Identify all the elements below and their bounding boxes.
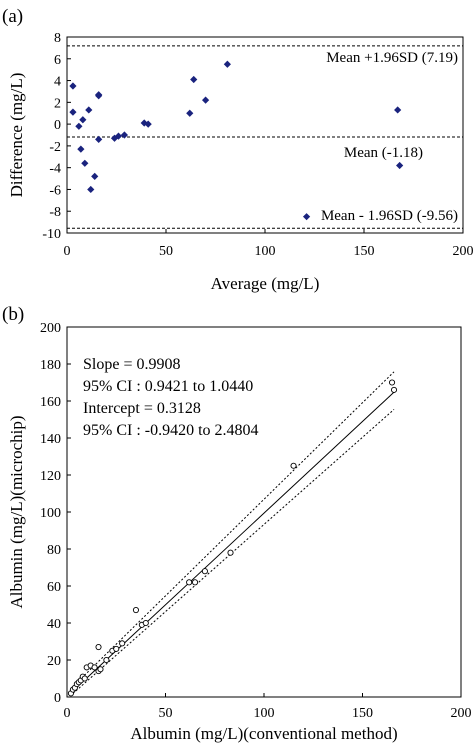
data-point-diamond [85,106,92,113]
data-point-circle [291,463,296,468]
y-tick-label: -4 [49,161,61,177]
y-tick-label: -6 [49,183,61,199]
y-tick-label: 6 [54,52,61,68]
y-tick-label: 200 [40,321,61,336]
data-point-diamond [79,116,86,123]
data-point-circle [82,676,87,681]
panel-b-statistics [83,356,259,439]
x-tick-label: 150 [352,706,373,721]
y-tick-label: 120 [40,469,61,484]
data-point-diamond [69,82,76,89]
statistic-line: 95% CI : 0.9421 to 1.0440 [83,378,254,395]
data-point-circle [391,387,396,392]
y-tick-label: 4 [54,74,61,90]
x-tick-label: 200 [450,706,472,721]
y-tick-label: 140 [40,432,61,447]
data-point-circle [104,657,109,662]
data-point-diamond [95,91,102,98]
confidence-interval-line [73,409,394,693]
y-tick-label: 160 [40,395,61,410]
x-tick-label: 200 [452,244,474,259]
statistic-line: Intercept = 0.3128 [83,400,201,417]
data-point-circle [202,569,207,574]
data-point-diamond [87,186,94,193]
panel-a-label: (a) [2,6,24,27]
data-point-diamond [81,160,88,167]
data-point-diamond [394,106,401,113]
y-tick-label: 20 [47,654,61,669]
panel-a-reference-lines [67,46,463,228]
data-point-diamond [77,146,84,153]
panel-a-data-points [69,61,403,221]
x-tick-label: 100 [253,706,275,721]
x-tick-label: 100 [254,244,276,259]
x-tick-label: 0 [63,244,71,259]
data-point-circle [389,380,394,385]
y-tick-label: -2 [49,139,61,155]
panel-a-y-axis-title: Difference (mg/L) [7,72,26,198]
reference-line-label: Mean - 1.96SD (-9.56) [320,208,458,225]
data-point-circle [114,646,119,651]
panel-a-bland-altman-plot [2,6,474,293]
data-point-circle [143,620,148,625]
statistic-line: Slope = 0.9908 [83,356,181,373]
panel-b-x-axis-title: Albumin (mg/L)(conventional method) [130,724,398,743]
data-point-circle [228,550,233,555]
y-tick-label: 180 [40,358,61,373]
panel-b-regression-plot [2,304,472,743]
data-point-circle [98,667,103,672]
data-point-diamond [202,97,209,104]
reference-line-label: Mean (-1.18) [343,144,423,161]
data-point-diamond [69,109,76,116]
x-tick-label: 50 [159,244,173,259]
y-tick-label: -10 [42,227,61,242]
confidence-interval-line [73,372,394,687]
panel-a-x-axis-title: Average (mg/L) [210,274,320,293]
y-tick-label: 8 [54,31,61,46]
data-point-diamond [396,162,403,169]
x-tick-label: 0 [63,706,71,721]
x-tick-label: 150 [353,244,375,259]
y-tick-label: 40 [47,617,61,632]
panel-b-y-axis-title: Albumin (mg/L)(microchip) [7,415,26,609]
y-tick-label: 80 [47,543,61,558]
y-tick-label: 100 [40,506,61,521]
data-point-diamond [95,136,102,143]
panel-b-label: (b) [2,304,25,325]
y-tick-label: 0 [54,118,61,134]
panel-b-y-ticks [40,321,71,706]
y-tick-label: -8 [49,205,61,221]
reference-line-label: Mean +1.96SD (7.19) [326,49,458,66]
data-point-circle [96,644,101,649]
y-tick-label: 60 [47,580,61,595]
data-point-diamond [224,61,231,68]
data-point-circle [120,641,125,646]
data-point-diamond [303,213,310,220]
data-point-diamond [186,110,193,117]
data-point-diamond [91,173,98,180]
data-point-circle [133,607,138,612]
statistic-line: 95% CI : -0.9420 to 2.4804 [83,422,259,439]
y-tick-label: 2 [54,96,61,112]
x-tick-label: 50 [158,706,173,721]
data-point-circle [187,580,192,585]
data-point-diamond [121,131,128,138]
data-point-circle [192,580,197,585]
data-point-diamond [190,76,197,83]
data-point-diamond [75,123,82,130]
y-tick-label: 0 [54,691,61,706]
